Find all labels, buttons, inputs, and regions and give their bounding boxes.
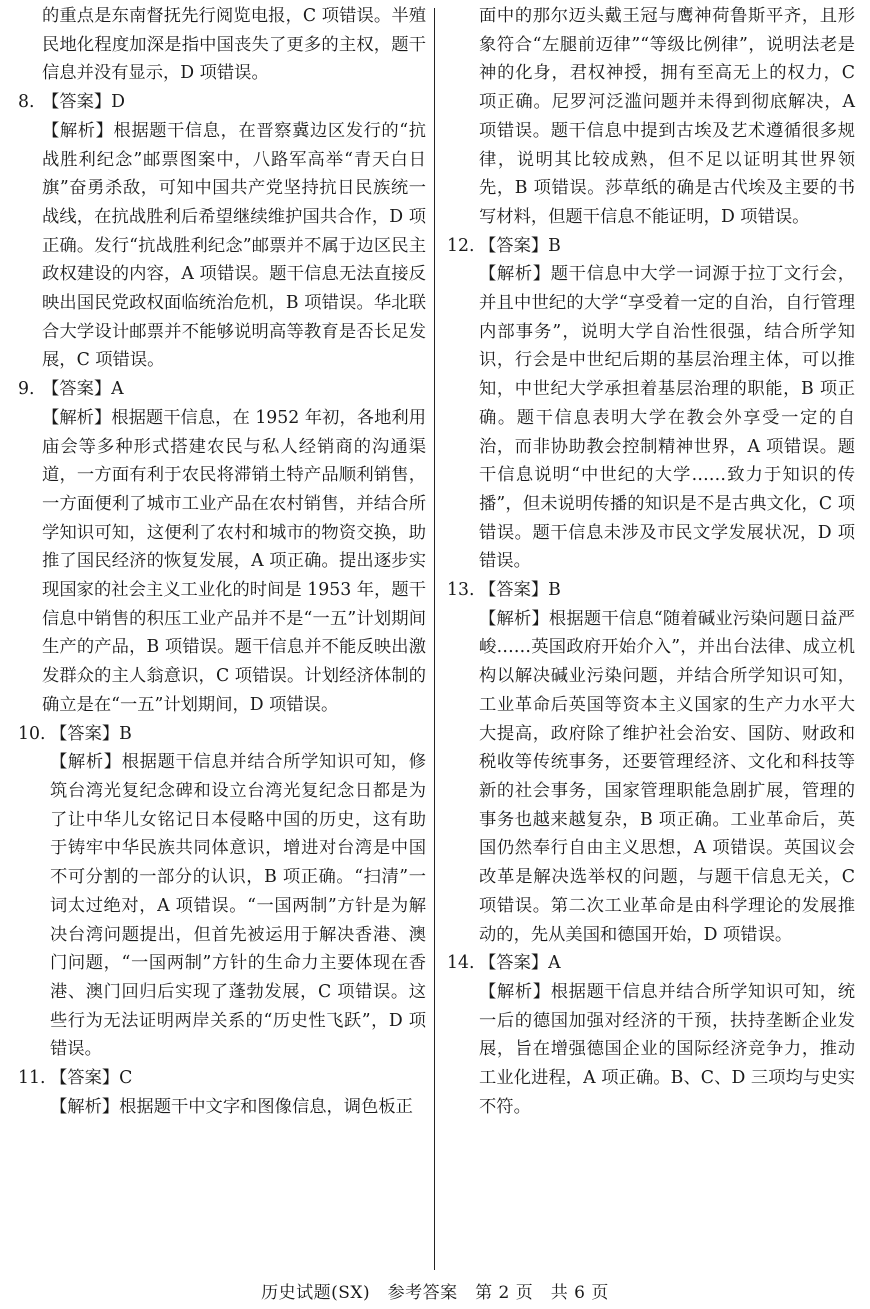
- answer-line: [18, 88, 426, 117]
- answer-line: [18, 720, 426, 749]
- analysis-text: 【解析】根据题干信息并结合所学知识可知，统一后的德国加强对经济的干预，扶持垄断企业发展，旨在增强德国企业的国际经济竞争力，推动工业化进程，A 项正确。B、C、D 三项均与史实不符。: [479, 981, 855, 1117]
- answer-item-14: [447, 949, 855, 1121]
- answer-item-9: [18, 375, 426, 719]
- item-number: 10.: [18, 723, 46, 744]
- analysis-text: 【解析】根据题干中文字和图像信息，调色板正: [50, 1096, 413, 1117]
- answer-label: 【答案】C: [50, 1068, 133, 1089]
- answer-label: 【答案】B: [479, 580, 561, 601]
- answer-label: 【答案】D: [42, 92, 125, 113]
- answer-line: [447, 949, 855, 978]
- left-column: [18, 2, 426, 1121]
- answer-item-10: [18, 720, 426, 1064]
- answer-item-8: [18, 88, 426, 375]
- analysis-text: 【解析】根据题干信息，在晋察冀边区发行的“抗战胜利纪念”邮票图案中，八路军高举“青天白日旗”奋勇杀敌，可知中国共产党坚持抗日民族统一战线，在抗战胜利后希望继续维护国共合作，D 项正确。发行“抗战胜利纪念”邮票并不属于边区民主政权建设的内容，A 项错误。题干信息无法直接反映出国民党政权面临统治危机，B 项错误。华北联合大学设计邮票并不能够说明高等教育是否长足发展，C 项错误。: [42, 120, 426, 371]
- item-number: 14.: [447, 953, 475, 974]
- answer-line: [447, 576, 855, 605]
- answer-label: 【答案】A: [479, 953, 561, 974]
- answer-label: 【答案】B: [50, 723, 132, 744]
- answer-label: 【答案】B: [479, 235, 561, 256]
- answer-line: [18, 375, 426, 404]
- item-number: 11.: [18, 1068, 46, 1089]
- answer-item-13: [447, 576, 855, 949]
- item-number: 12.: [447, 235, 475, 256]
- analysis-text: 【解析】题干信息中大学一词源于拉丁文行会，并且中世纪的大学“享受着一定的自治，自行管理内部事务”，说明大学自治性很强，结合所学知识，行会是中世纪后期的基层治理主体，可以推知，中世纪大学承担着基层治理的职能，B 项正确。题干信息表明大学在教会外享受一定的自治，而非协助教会控制精神世界，A 项错误。题干信息说明“中世纪的大学……致力于知识的传播”，但未说明传播的知识是不是古典文化，C 项错误。题干信息未涉及市民文学发展状况，D 项错误。: [479, 264, 855, 572]
- item-number: 13.: [447, 580, 475, 601]
- answer-line: [18, 1064, 426, 1093]
- right-lead-paragraph: 面中的那尔迈头戴王冠与鹰神荷鲁斯平齐，且形象符合“左腿前迈律”“等级比例律”，说明法老是神的化身，君权神授，拥有至高无上的权力，C 项正确。尼罗河泛滥问题并未得到彻底解决，A 项错误。题干信息中提到古埃及艺术遵循很多规律，说明其比较成熟，但不足以证明其世界领先，B 项错误。莎草纸的确是古代埃及主要的书写材料，但题干信息不能证明，D 项错误。: [479, 6, 855, 227]
- item-number: 8.: [18, 92, 35, 113]
- item-number: 9.: [18, 379, 35, 400]
- answer-label: 【答案】A: [42, 379, 124, 400]
- answer-item-12: [447, 232, 855, 576]
- analysis-text: 【解析】根据题干信息，在 1952 年初，各地利用庙会等多种形式搭建农民与私人经销商的沟通渠道，一方面有利于农民将滞销土特产品顺利销售，一方面便利了城市工业产品在农村销售，并结合所学知识可知，这便利了农村和城市的物资交换，助推了国民经济的恢复发展，A 项正确。提出逐步实现国家的社会主义工业化的时间是 1953 年，题干信息中销售的积压工业产品并不是“一五”计划期间生产的产品，B 项错误。题干信息并不能反映出激发群众的主人翁意识，C 项错误。计划经济体制的确立是在“一五”计划期间，D 项错误。: [42, 407, 426, 715]
- answer-line: [447, 232, 855, 261]
- column-divider: [434, 8, 435, 1270]
- analysis-text: 【解析】根据题干信息“随着碱业污染问题日益严峻……英国政府开始介入”，并出台法律、成立机构以解决碱业污染问题，并结合所学知识可知，工业革命后英国等资本主义国家的生产力水平大大提高，政府除了维护社会治安、国防、财政和税收等传统事务，还要管理经济、文化和科技等新的社会事务，国家管理职能急剧扩展，管理的事务也越来越复杂，B 项正确。工业革命后，英国仍然奉行自由主义思想，A 项错误。英国议会改革是解决选举权的问题，与题干信息无关，C 项错误。第二次工业革命是由科学理论的发展推动的，先从美国和德国开始，D 项错误。: [479, 608, 855, 945]
- answer-item-11: [18, 1064, 426, 1121]
- page-footer: 历史试题(SX) 参考答案 第 2 页 共 6 页: [261, 1283, 609, 1303]
- left-lead-paragraph: 的重点是东南督抚先行阅览电报，C 项错误。半殖民地化程度加深是指中国丧失了更多的主权，题干信息并没有显示，D 项错误。: [42, 6, 426, 84]
- analysis-text: 【解析】根据题干信息并结合所学知识可知，修筑台湾光复纪念碑和设立台湾光复纪念日都是为了让中华儿女铭记日本侵略中国的历史，这有助于铸牢中华民族共同体意识，增进对台湾是中国不可分割的一部分的认识，B 项正确。“扫清”一词太过绝对，A 项错误。“一国两制”方针是为解决台湾问题提出，但首先被运用于解决香港、澳门问题，“一国两制”方针的生命力主要体现在香港、澳门回归后实现了蓬勃发展，C 项错误。这些行为无法证明两岸关系的“历史性飞跃”，D 项错误。: [50, 752, 426, 1060]
- right-column: [447, 2, 855, 1121]
